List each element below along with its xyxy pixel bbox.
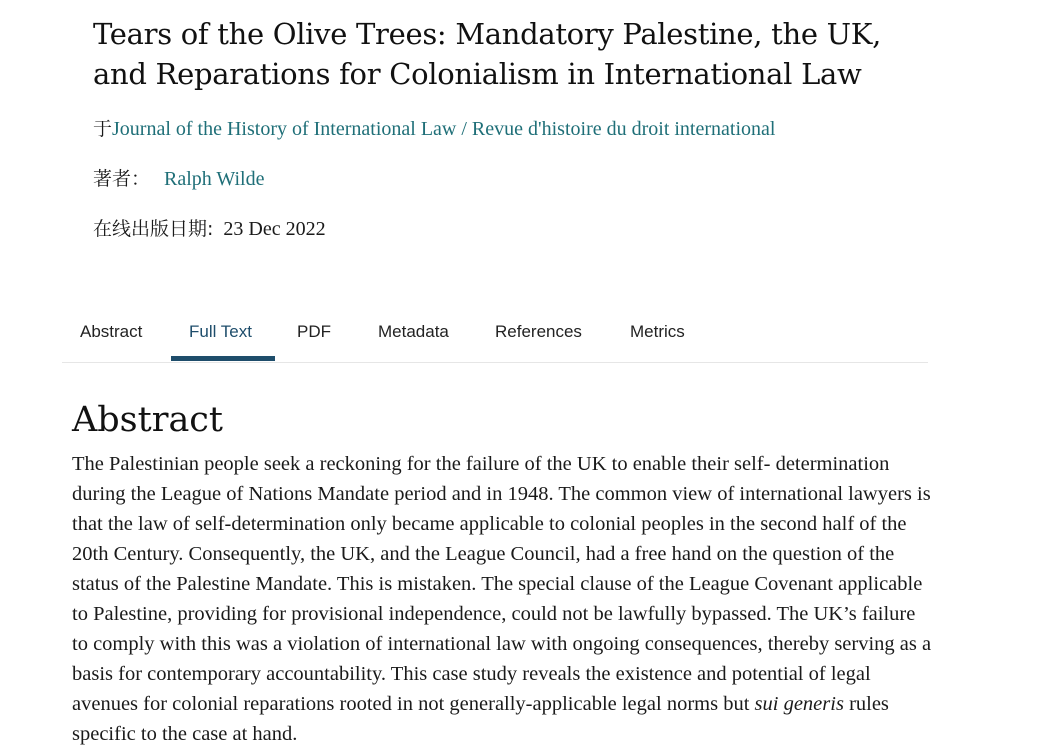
journal-prefix: 于 [93, 118, 113, 140]
tab-pdf[interactable]: PDF [297, 322, 331, 341]
journal-line [93, 116, 775, 142]
author-line [93, 166, 265, 192]
published-date-line [93, 216, 326, 242]
article-tabs [62, 310, 928, 363]
active-tab-indicator [171, 356, 275, 361]
tab-abstract[interactable]: Abstract [80, 322, 143, 341]
abstract-text-end: rules specific to the case at hand. [72, 693, 889, 745]
journal-link[interactable]: Journal of the History of International Law / Revue d'histoire du droit international [112, 118, 776, 140]
abstract-italic-term: sui generis [754, 693, 844, 715]
abstract-text-main: The Palestinian people seek a reckoning for the failure of the UK to enable their self- determination during the League of Nations Mandate period and in 1948. The common view of international lawyers is that the law of self-determination only became applicable to colonial peoples in the second half of the 20th Century. Consequently, the UK, and the League Council, had a free hand on the question of the status of the Palestine Mandate. This is mistaken. The special clause of the League Covenant applicable to Palestine, providing for provisional independence, could not be lawfully bypassed. The UK’s failure to comply with this was a violation of international law with ongoing consequences, thereby serving as a basis for contemporary accountability. This case study reveals the existence and potential of legal avenues for colonial reparations rooted in not generally-applicable legal norms but [72, 453, 932, 715]
article-title: Tears of the Olive Trees: Mandatory Palestine, the UK, and Reparations for Colonialism in International Law [93, 17, 882, 91]
tab-full-text[interactable]: Full Text [189, 322, 252, 341]
published-label: 在线出版日期: [93, 218, 214, 240]
published-date: 23 Dec 2022 [223, 218, 326, 240]
tab-metrics[interactable]: Metrics [630, 322, 685, 341]
tab-references[interactable]: References [495, 322, 582, 341]
abstract-text [72, 449, 932, 749]
tab-metadata[interactable]: Metadata [378, 322, 449, 341]
author-label: 著者： [93, 168, 151, 190]
author-link[interactable]: Ralph Wilde [164, 168, 265, 190]
abstract-heading: Abstract [72, 400, 223, 440]
